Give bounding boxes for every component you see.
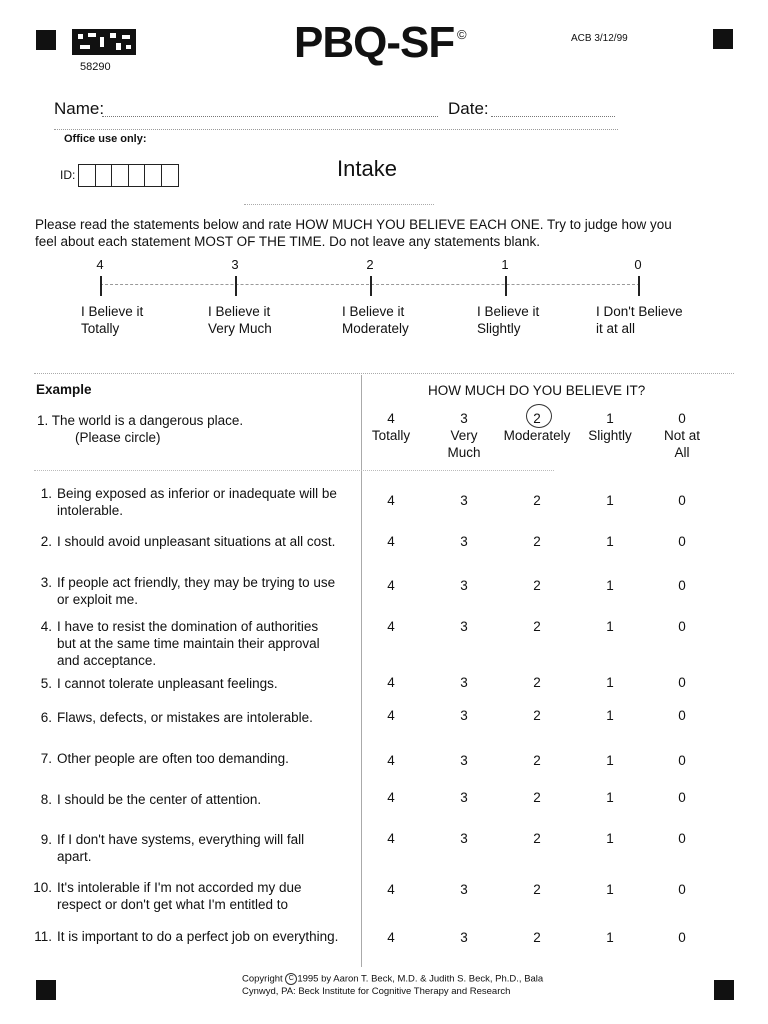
scale-label: I Believe it Totally <box>81 304 144 336</box>
example-rating-option: 4 Totally <box>371 411 411 443</box>
date-label: Date: <box>448 99 489 118</box>
statement-number: 8. <box>40 792 52 807</box>
id-digit-box[interactable] <box>128 164 146 187</box>
rating-option-2[interactable]: 2 <box>533 882 541 897</box>
example-rating-option: 2 Moderately <box>503 411 571 443</box>
rating-option-4[interactable]: 4 <box>387 790 395 805</box>
statement-number: 6. <box>40 710 52 725</box>
rating-option-4[interactable]: 4 <box>387 619 395 634</box>
rating-option-1[interactable]: 1 <box>606 578 614 593</box>
rating-option-3[interactable]: 3 <box>460 578 468 593</box>
example-label: Example <box>36 382 92 397</box>
rating-option-0[interactable]: 0 <box>678 930 686 945</box>
instructions: Please read the statements below and rate HOW MUCH YOU BELIEVE EACH ONE. Try to judge how you feel about each statement MOST OF THE TIME. Do not leave any statements blank. <box>35 217 672 249</box>
rating-option-0[interactable]: 0 <box>678 675 686 690</box>
rating-option-4[interactable]: 4 <box>387 930 395 945</box>
example-rating-option: 3 Very Much <box>447 411 481 460</box>
rating-option-2[interactable]: 2 <box>533 578 541 593</box>
rating-option-0[interactable]: 0 <box>678 831 686 846</box>
statement-text: I should be the center of attention. <box>57 792 262 807</box>
rating-option-0[interactable]: 0 <box>678 493 686 508</box>
rating-option-4[interactable]: 4 <box>387 534 395 549</box>
rating-option-2[interactable]: 2 <box>533 790 541 805</box>
statement-item <box>30 574 340 608</box>
rating-option-3[interactable]: 3 <box>460 534 468 549</box>
scale-label: I Believe it Moderately <box>342 304 409 336</box>
rating-option-2[interactable]: 2 <box>533 831 541 846</box>
statement-number: 1. <box>40 486 52 501</box>
scale-value: 2 <box>366 257 374 272</box>
divider <box>244 204 434 205</box>
rating-option-1[interactable]: 1 <box>606 534 614 549</box>
statement-item <box>30 675 340 692</box>
scale-label: I Don't Believe it at all <box>596 304 683 336</box>
form-number: 58290 <box>80 61 111 73</box>
id-digit-box[interactable] <box>144 164 162 187</box>
rating-option-1[interactable]: 1 <box>606 619 614 634</box>
rating-option-3[interactable]: 3 <box>460 882 468 897</box>
scale-value: 4 <box>96 257 104 272</box>
registration-mark-top-right <box>713 29 733 49</box>
rating-option-4[interactable]: 4 <box>387 708 395 723</box>
example-circle-mark <box>526 404 552 428</box>
statement-item <box>30 791 340 808</box>
rating-option-3[interactable]: 3 <box>460 619 468 634</box>
statement-text: Flaws, defects, or mistakes are intolerable. <box>57 710 313 725</box>
rating-option-1[interactable]: 1 <box>606 882 614 897</box>
statement-text: If people act friendly, they may be trying to use or exploit me. <box>57 575 336 607</box>
scale-label: I Believe it Very Much <box>208 304 272 336</box>
scale-label: I Believe it Slightly <box>477 304 540 336</box>
rating-option-2[interactable]: 2 <box>533 753 541 768</box>
statement-item <box>30 709 340 726</box>
statement-number: 4. <box>40 619 52 634</box>
rating-option-4[interactable]: 4 <box>387 753 395 768</box>
rating-option-3[interactable]: 3 <box>460 831 468 846</box>
registration-mark-bottom-right <box>714 980 734 1000</box>
rating-option-2[interactable]: 2 <box>533 708 541 723</box>
form-barcode-logo <box>72 25 136 59</box>
name-label: Name: <box>54 99 105 118</box>
statement-text: Other people are often too demanding. <box>57 751 289 766</box>
copyright-footer: Copyright C 1995 by Aaron T. Beck, M.D. & Judith S. Beck, Ph.D., Bala Cynwyd, PA: Beck Institute for Cognitive Therapy and Research <box>242 973 544 997</box>
form-title: PBQ-SF <box>294 18 455 67</box>
rating-option-2[interactable]: 2 <box>533 930 541 945</box>
rating-option-3[interactable]: 3 <box>460 675 468 690</box>
rating-option-4[interactable]: 4 <box>387 882 395 897</box>
rating-option-0[interactable]: 0 <box>678 534 686 549</box>
rating-option-1[interactable]: 1 <box>606 675 614 690</box>
form-version: ACB 3/12/99 <box>571 33 628 44</box>
divider <box>54 129 618 130</box>
statement-text: It is important to do a perfect job on everything. <box>57 929 339 944</box>
rating-option-1[interactable]: 1 <box>606 753 614 768</box>
rating-option-1[interactable]: 1 <box>606 790 614 805</box>
scale-value: 1 <box>501 257 509 272</box>
intake-label: Intake <box>337 156 397 181</box>
statement-item <box>30 485 340 519</box>
scale-tick <box>638 276 640 296</box>
rating-option-2[interactable]: 2 <box>533 675 541 690</box>
example-statement: 1. The world is a dangerous place. (Please circle) <box>37 413 244 445</box>
rating-option-0[interactable]: 0 <box>678 708 686 723</box>
scale-tick <box>100 276 102 296</box>
example-rating-option: 1 Slightly <box>588 411 632 443</box>
statement-text: If I don't have systems, everything will fall apart. <box>57 832 305 864</box>
statement-number: 5. <box>40 676 52 691</box>
rating-option-3[interactable]: 3 <box>460 708 468 723</box>
rating-option-4[interactable]: 4 <box>387 675 395 690</box>
rating-option-0[interactable]: 0 <box>678 619 686 634</box>
example-rating-option: 0 Not at All <box>663 411 701 460</box>
statement-item <box>30 831 340 865</box>
rating-option-1[interactable]: 1 <box>606 493 614 508</box>
date-field[interactable] <box>491 116 615 117</box>
rating-option-0[interactable]: 0 <box>678 882 686 897</box>
statement-text: I cannot tolerate unpleasant feelings. <box>57 676 278 691</box>
id-digit-box[interactable] <box>95 164 113 187</box>
statement-text: Being exposed as inferior or inadequate will be intolerable. <box>57 486 337 518</box>
rating-option-3[interactable]: 3 <box>460 753 468 768</box>
rating-option-1[interactable]: 1 <box>606 930 614 945</box>
rating-option-0[interactable]: 0 <box>678 790 686 805</box>
statement-number: 2. <box>40 534 52 549</box>
scale-value: 3 <box>231 257 239 272</box>
statement-item <box>30 928 340 945</box>
rating-option-2[interactable]: 2 <box>533 534 541 549</box>
scale-tick <box>370 276 372 296</box>
registration-mark-bottom-left <box>36 980 56 1000</box>
id-digit-box[interactable] <box>161 164 179 187</box>
name-field[interactable] <box>102 116 438 117</box>
rating-option-1[interactable]: 1 <box>606 708 614 723</box>
statement-text: It's intolerable if I'm not accorded my due respect or don't get what I'm entitled to <box>57 880 302 912</box>
rating-option-4[interactable]: 4 <box>387 578 395 593</box>
registration-mark-top-left <box>36 30 56 50</box>
id-digit-box[interactable] <box>111 164 129 187</box>
id-digit-box[interactable] <box>78 164 96 187</box>
divider <box>34 373 734 374</box>
statement-item <box>30 879 340 913</box>
rating-option-4[interactable]: 4 <box>387 831 395 846</box>
statement-text: I should avoid unpleasant situations at all cost. <box>57 534 336 549</box>
id-label: ID: <box>60 168 76 182</box>
column-divider <box>361 375 362 967</box>
copyright-icon: C <box>285 973 297 985</box>
statement-text: I have to resist the domination of authorities but at the same time maintain their approval and acceptance. <box>57 619 320 668</box>
rating-option-3[interactable]: 3 <box>460 493 468 508</box>
statement-number: 11. <box>34 929 52 944</box>
statement-number: 10. <box>33 880 52 895</box>
statement-number: 3. <box>40 575 52 590</box>
rating-option-3[interactable]: 3 <box>460 930 468 945</box>
rating-option-3[interactable]: 3 <box>460 790 468 805</box>
scale-value: 0 <box>634 257 642 272</box>
statement-item <box>30 533 340 550</box>
rating-column-heading: HOW MUCH DO YOU BELIEVE IT? <box>428 383 646 398</box>
scale-tick <box>235 276 237 296</box>
rating-option-1[interactable]: 1 <box>606 831 614 846</box>
rating-option-2[interactable]: 2 <box>533 619 541 634</box>
statement-number: 9. <box>40 832 52 847</box>
id-field[interactable] <box>78 164 177 187</box>
rating-option-0[interactable]: 0 <box>678 578 686 593</box>
statement-item <box>30 618 340 669</box>
scale-tick <box>505 276 507 296</box>
rating-option-2[interactable]: 2 <box>533 493 541 508</box>
statement-number: 7. <box>40 751 52 766</box>
copyright-icon: © <box>457 27 467 42</box>
office-use-label: Office use only: <box>64 133 147 145</box>
rating-option-4[interactable]: 4 <box>387 493 395 508</box>
rating-option-0[interactable]: 0 <box>678 753 686 768</box>
statement-item <box>30 750 340 767</box>
divider <box>34 470 554 471</box>
